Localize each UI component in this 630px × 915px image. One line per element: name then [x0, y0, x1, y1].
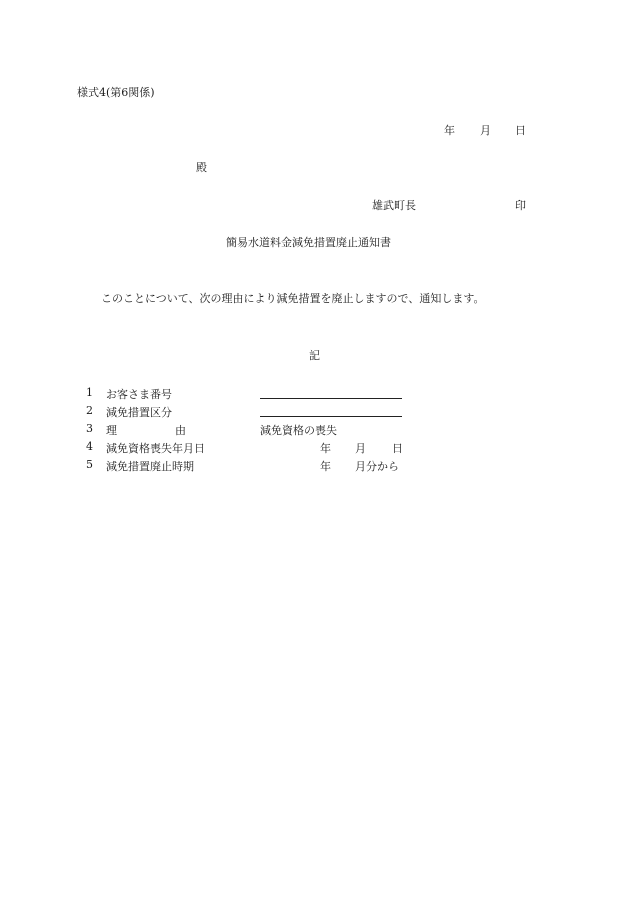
loss-date-day-label: 日: [392, 442, 403, 455]
item-label: お客さま番号: [106, 388, 172, 401]
loss-date-month-label: 月: [355, 442, 366, 455]
issuer-name: 雄武町長: [372, 199, 416, 212]
abolish-period-year-label: 年: [320, 460, 331, 473]
date-month-label: 月: [480, 124, 491, 137]
reason-label-a: 理: [106, 424, 117, 437]
list-item: [86, 422, 416, 440]
item-label: 減免措置廃止時期: [106, 460, 194, 473]
document-title: 簡易水道料金減免措置廃止通知書: [226, 236, 391, 249]
item-list: [86, 386, 416, 476]
item-number: 4: [86, 440, 93, 453]
list-item: [86, 440, 416, 458]
body-text: このことについて、次の理由により減免措置を廃止しますので、通知します。: [101, 292, 485, 305]
item-label: [106, 422, 186, 438]
form-number: 様式4(第6関係): [77, 86, 155, 99]
item-number: 5: [86, 458, 93, 471]
seal-mark: 印: [515, 199, 526, 212]
addressee-suffix: 殿: [196, 161, 207, 174]
item-number: 3: [86, 422, 93, 435]
list-item: [86, 404, 416, 422]
customer-number-blank[interactable]: [260, 398, 402, 399]
item-number: 1: [86, 386, 93, 399]
list-item: [86, 386, 416, 404]
date-day-label: 日: [515, 124, 526, 137]
category-blank[interactable]: [260, 416, 402, 417]
date-year-label: 年: [444, 124, 455, 137]
item-number: 2: [86, 404, 93, 417]
ki-heading: 記: [309, 349, 320, 362]
reason-value: 減免資格の喪失: [260, 424, 337, 437]
item-label: 減免措置区分: [106, 406, 172, 419]
item-label: 減免資格喪失年月日: [106, 442, 205, 455]
abolish-period-month-label: 月分から: [355, 460, 399, 473]
list-item: [86, 458, 416, 476]
loss-date-year-label: 年: [320, 442, 331, 455]
reason-label-b: 由: [175, 424, 186, 437]
